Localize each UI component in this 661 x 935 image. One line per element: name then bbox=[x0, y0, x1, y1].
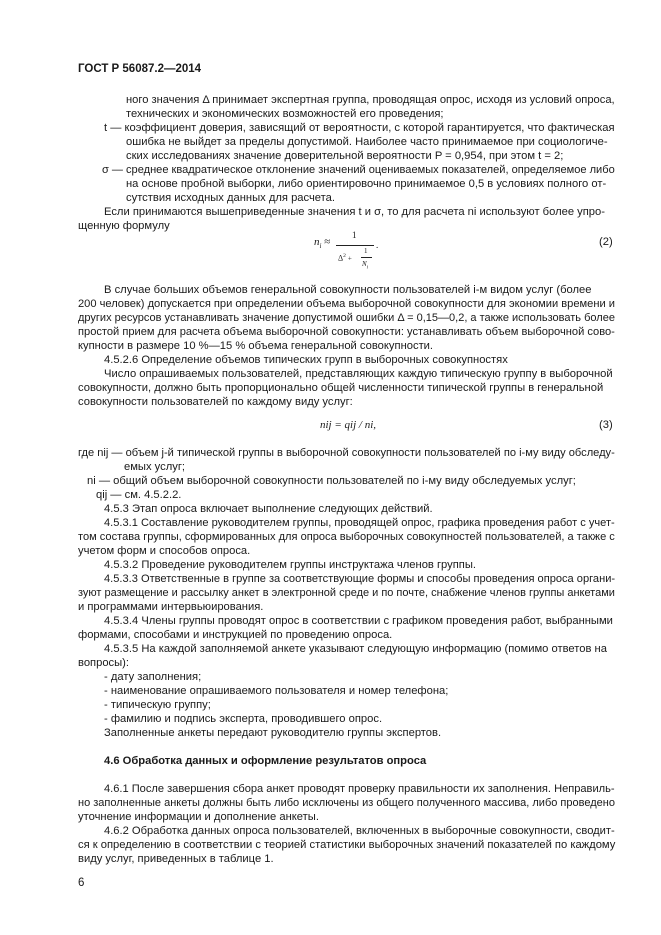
list-item: - дату заполнения; bbox=[104, 671, 202, 683]
equation-number-2: (2) bbox=[599, 236, 613, 248]
text-line: сутствия исходных данных для расчета. bbox=[126, 192, 335, 204]
text-line: учетом форм и способов опроса. bbox=[78, 545, 251, 557]
equation-number-3: (3) bbox=[599, 419, 613, 431]
list-item: - типическую группу; bbox=[104, 699, 211, 711]
section-heading: 4.6 Обработка данных и оформление результатов опроса bbox=[104, 755, 427, 767]
text-line: 4.5.3.4 Члены группы проводят опрос в соответствии с графиком проведения работ, выбранными bbox=[104, 615, 613, 627]
formula-2-fraction-bar bbox=[336, 245, 374, 246]
formula-2-numerator: 1 bbox=[352, 230, 357, 240]
formula-2-den-sq: 2 bbox=[343, 253, 346, 259]
text-line: емых услуг; bbox=[124, 461, 186, 473]
text-line: щенную формулу bbox=[78, 220, 170, 232]
text-line: 200 человек) допускается при определении объема выборочной совокупности для экономии времени и bbox=[78, 298, 615, 310]
text-line: ошибка не выйдет за пределы допустимой. Наиболее часто принимаемое при социологиче- bbox=[126, 136, 608, 148]
formula-2-approx: ≈ bbox=[324, 236, 331, 248]
formula-2-den-delta: Δ bbox=[338, 253, 344, 263]
formula-2-den-plus: + bbox=[347, 254, 352, 263]
list-item: - фамилию и подпись эксперта, проводившего опрос. bbox=[104, 713, 383, 725]
formula-2-lhs: n bbox=[314, 236, 320, 248]
formula-2-lhs-sub: i bbox=[319, 242, 322, 251]
text-line: 4.5.3 Этап опроса включает выполнение следующих действий. bbox=[104, 503, 433, 515]
text-line: Заполненные анкеты передают руководителю группы экспертов. bbox=[104, 727, 442, 739]
formula-2-den-frac-num: 1 bbox=[364, 247, 368, 255]
text-line: том состава группы, сформированных для опроса выборочных совокупностей пользователей, а также с bbox=[78, 531, 615, 543]
text-line: qij — см. 4.5.2.2. bbox=[96, 489, 182, 501]
text-line: уточнение информации и дополнение анкеты. bbox=[78, 811, 319, 823]
text-line: 4.5.3.5 На каждой заполняемой анкете указывают следующую информацию (помимо ответов на bbox=[104, 643, 607, 655]
text-line: ного значения Δ принимает экспертная группа, проводящая опрос, исходя из условий опроса, bbox=[126, 94, 615, 106]
text-line: совокупности, должно быть пропорционально общей численности типической группы в генеральной bbox=[78, 382, 604, 394]
text-line: 4.5.3.3 Ответственные в группе за соответствующие формы и способы проведения опроса органи- bbox=[104, 573, 616, 585]
list-item: - наименование опрашиваемого пользователя и номер телефона; bbox=[104, 685, 449, 697]
formula-2-den-frac-den: N bbox=[362, 260, 367, 268]
text-line: совокупности пользователей по каждому виду услуг: bbox=[78, 396, 353, 408]
text-line: 4.5.3.1 Составление руководителем группы, проводящей опрос, графика проведения работ с учет- bbox=[104, 517, 615, 529]
text-line: но заполненные анкеты должны быть либо исключены из общего полученного массива, либо проведено bbox=[78, 797, 615, 809]
text-line: ских исследованиях значение доверительной вероятности P = 0,954, при этом t = 2; bbox=[126, 150, 564, 162]
formula-2-den-frac-den-sub: i bbox=[366, 265, 369, 271]
text-line: Если принимаются вышеприведенные значения t и σ, то для расчета ni используют более упро- bbox=[104, 206, 605, 218]
formula-2-trail: . bbox=[376, 240, 379, 250]
text-line: простой прием для расчета объема выборочной совокупности: устанавливать объем выборочной сово- bbox=[78, 326, 615, 338]
text-line: купности в размере 10 %—15 % объема генеральной совокупности. bbox=[78, 340, 434, 352]
text-line: формами, способами и инструкцией по проведению опроса. bbox=[78, 629, 393, 641]
text-line: 4.6.1 После завершения сбора анкет проводят проверку правильности их заполнения. Неправиль- bbox=[104, 783, 615, 795]
text-line: ni — общий объем выборочной совокупности пользователей по i-му виду обследуемых услуг; bbox=[87, 475, 576, 487]
page-number: 6 bbox=[78, 877, 85, 889]
text-line: виду услуг, приведенных в таблице 1. bbox=[78, 853, 274, 865]
text-line: других ресурсов устанавливать значение допустимой ошибки Δ = 0,15—0,2, а также использовать более bbox=[78, 312, 615, 324]
text-line: t — коэффициент доверия, зависящий от вероятности, с которой гарантируется, что фактическая bbox=[104, 122, 615, 134]
document-header: ГОСТ Р 56087.2—2014 bbox=[78, 63, 202, 75]
formula-3: nij = qij / ni, bbox=[320, 419, 377, 431]
text-line: 4.6.2 Обработка данных опроса пользователей, включенных в выборочные совокупности, сводит- bbox=[104, 825, 615, 837]
text-line: 4.5.3.2 Проведение руководителем группы инструктажа членов группы. bbox=[104, 559, 476, 571]
text-line: Число опрашиваемых пользователей, представляющих каждую типическую группу в выборочной bbox=[104, 368, 613, 380]
text-line: вопросы): bbox=[78, 657, 130, 669]
text-line: зуют размещение и рассылку анкет в электронной среде и по почте, снабжение членов группы анкетами bbox=[78, 587, 615, 599]
text-line: 4.5.2.6 Определение объемов типических групп в выборочных совокупностях bbox=[104, 354, 508, 366]
text-line: σ — среднее квадратическое отклонение значений оцениваемых показателей, определяемое либо bbox=[102, 164, 615, 176]
text-line: В случае больших объемов генеральной совокупности пользователей i-м видом услуг (более bbox=[104, 284, 592, 296]
text-line: технических и экономических возможностей его проведения; bbox=[126, 108, 444, 120]
text-line: и программами интервьюирования. bbox=[78, 601, 264, 613]
text-line: на основе пробной выборки, либо ориентировочно принимаемое 0,5 в условиях полного от- bbox=[126, 178, 607, 190]
text-line: где nij — объем j-й типической группы в выборочной совокупности пользователей по i-му виду обследу- bbox=[78, 447, 615, 459]
text-line: ся к определению в соответствии с теорией статистики выборочных значений показателей по каждому bbox=[78, 839, 616, 851]
formula-2-den-frac-bar bbox=[361, 257, 372, 258]
